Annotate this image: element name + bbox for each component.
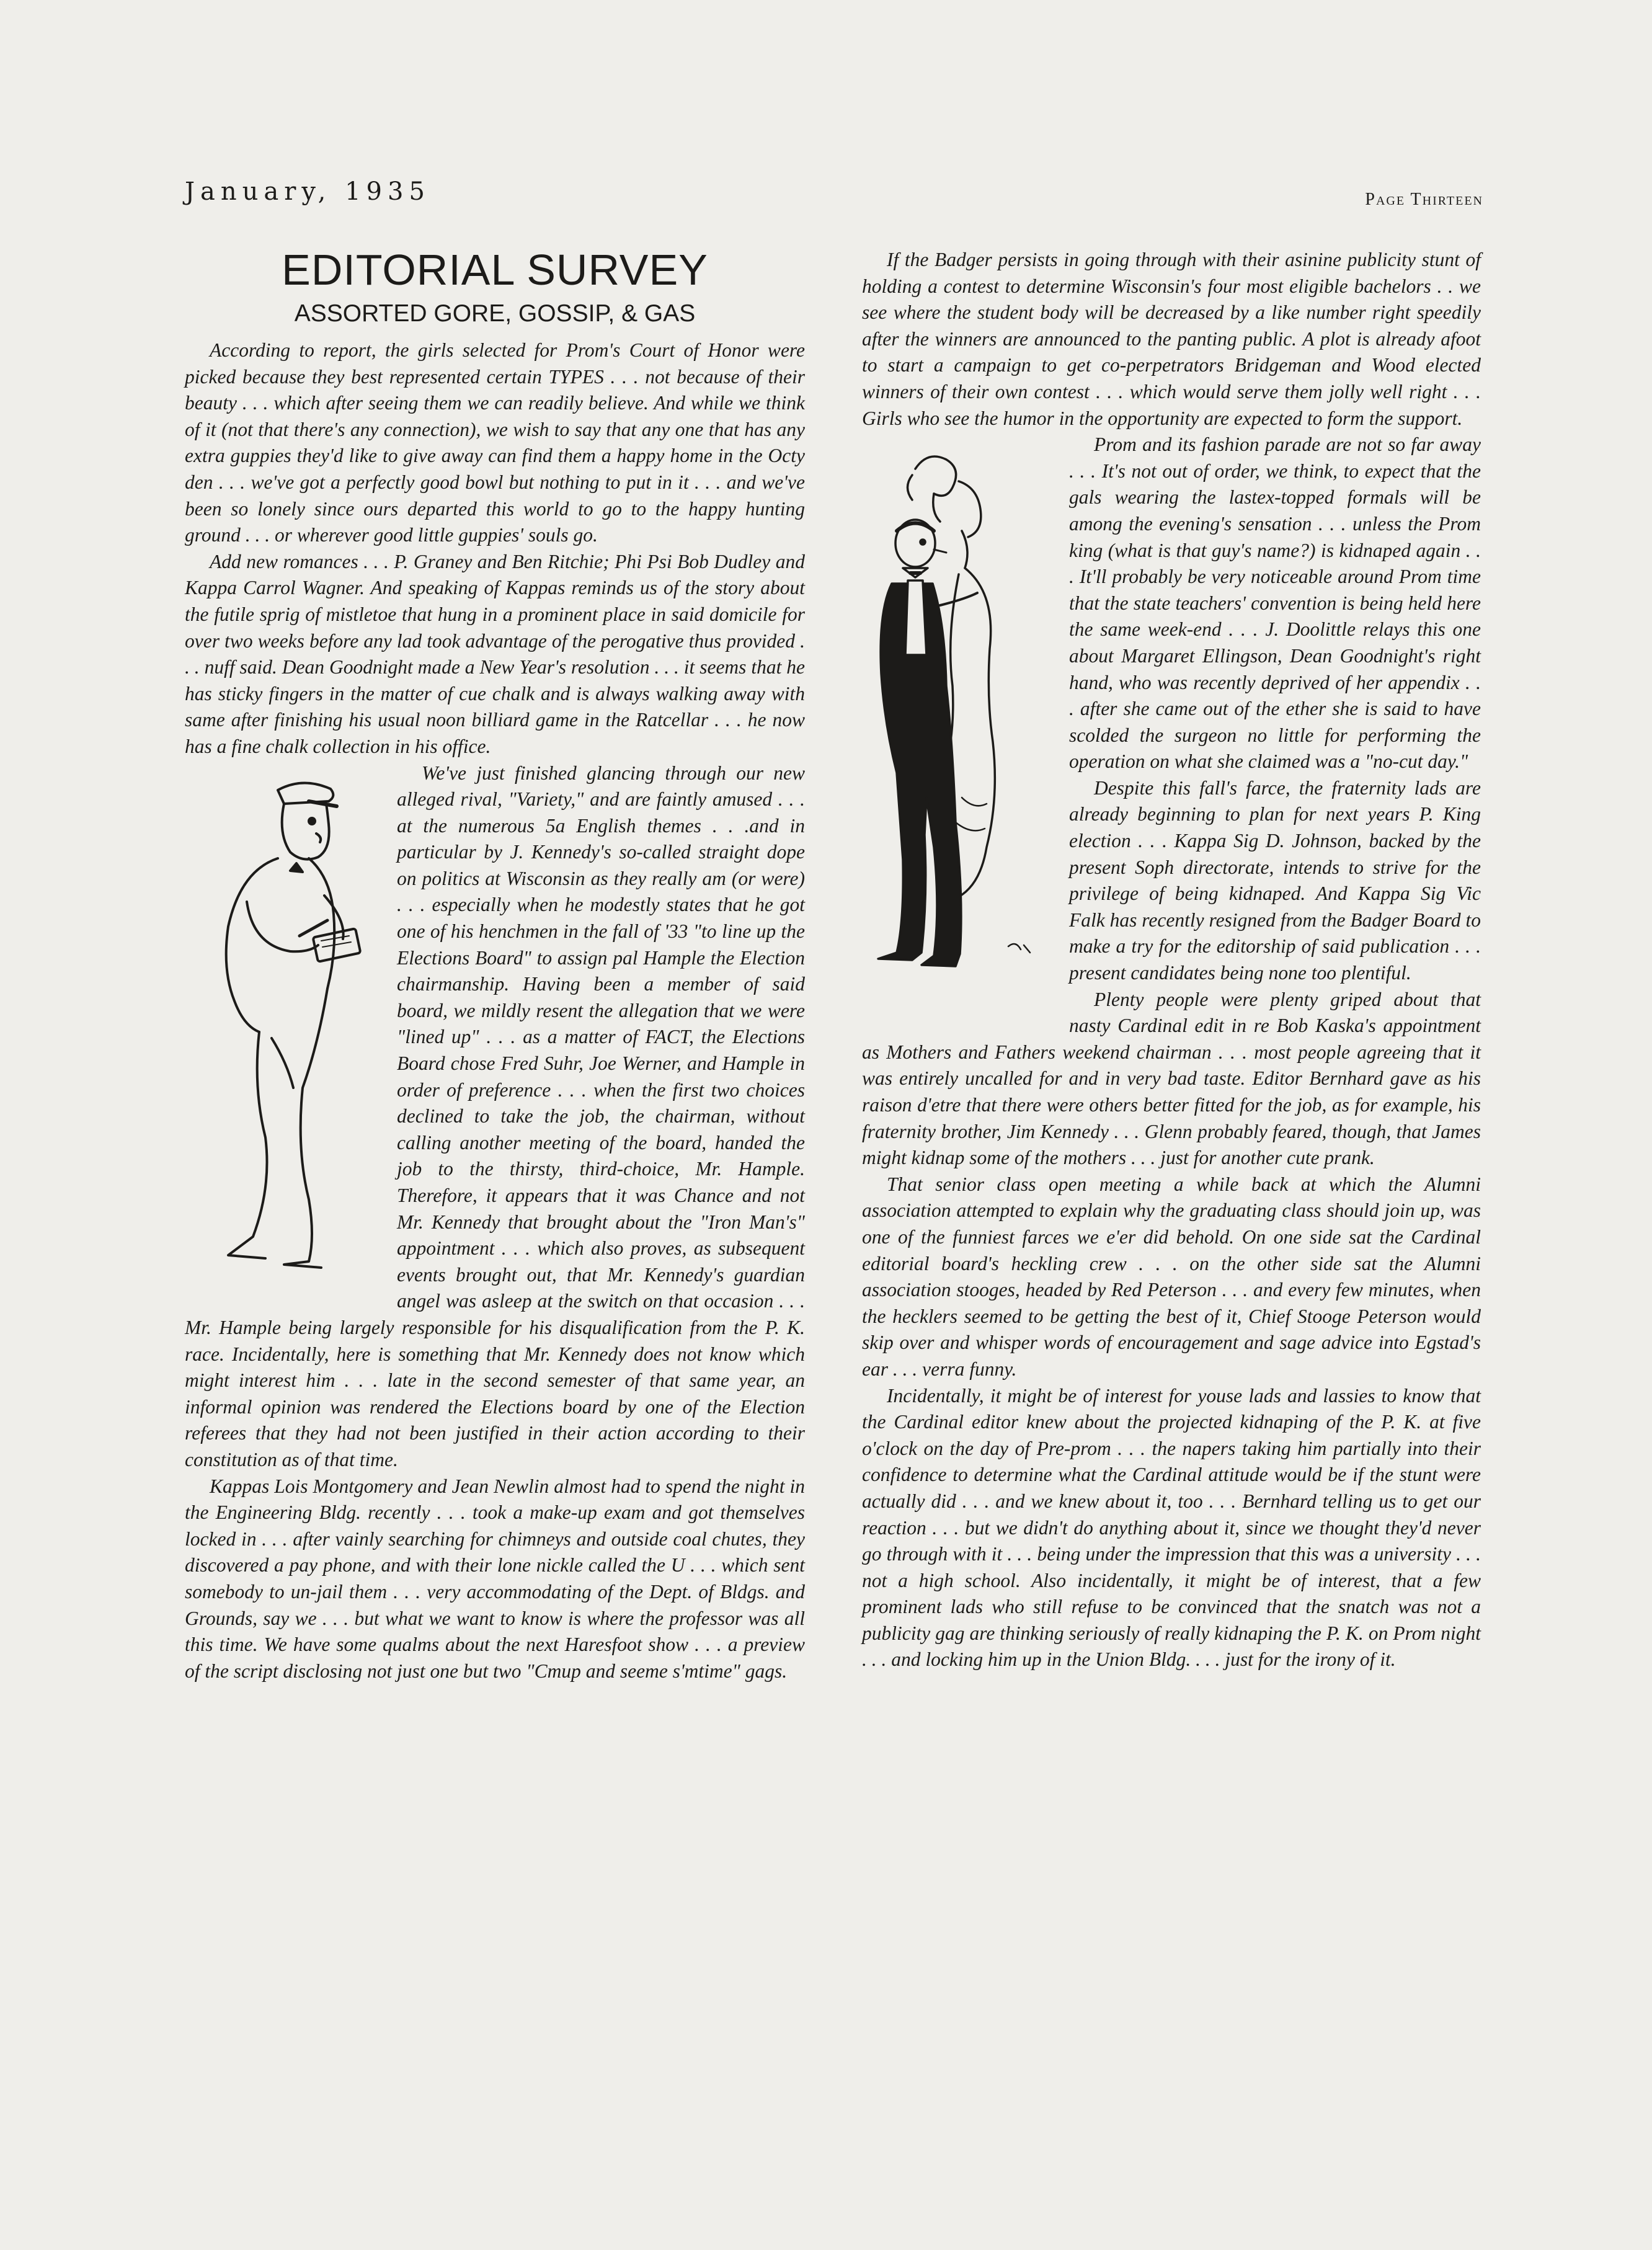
paragraph: According to report, the girls selected for Prom's Court of Honor were picked because they best represented certain TYPES . . . not because of their beauty . . . which after seeing them we can readily believe. And while we think of it (not that there's any connection), we wish to say that any one that has any extra guppies they'd like to give away can find them a happy home in the Octy den . . . we've got a perfectly good bowl but nothing to put in it . . . and we've been so lonely since ours departed this world to go to the happy hunting ground . . . or wherever good little guppies' souls go. (185, 339, 805, 546)
page-number: Page Thirteen (1365, 190, 1483, 209)
man-with-notepad-illustration (185, 765, 383, 1299)
paragraph: Kappas Lois Montgomery and Jean Newlin almost had to spend the night in the Engineering Bldg. recently . . . took a make-up exam and got themselves locked in . . . after vainly searching for chimneys and outside coal chutes, they discovered a pay phone, and with their lone nickle called the U . . . which sent somebody to un-jail them . . . very accommodating of the Dept. of Bldgs. and Grounds, say we . . . but what we want to know is where the professor was all this time. We have some qualms about the next Haresfoot show . . . a preview of the script disclosing not just one but two "Cmup and seeme s'mtime" gags. (185, 1475, 805, 1682)
article-title: EDITORIAL SURVEY (282, 246, 708, 294)
left-column (185, 242, 805, 1684)
paragraph: Add new romances . . . P. Graney and Ben Ritchie; Phi Psi Bob Dudley and Kappa Carrol Wagner. And speaking of Kappas reminds us of the story about the futile sprig of mistletoe that hung in a prominent place in said domicile for over two weeks before any lad took advantage of the perogative thus provided . . . nuff said. Dean Goodnight made a New Year's resolution . . . it seems that he has sticky fingers in the matter of cue chalk and is always walking away with same after finishing his usual noon billiard game in the Ratcellar . . . he now has a fine chalk collection in his office. (185, 550, 805, 757)
paragraph: Plenty people were plenty griped about that nasty Cardinal edit in re Bob Kaska's appointment as Mothers and Fathers weekend chairman . . . most people agreeing that it was entirely uncalled for and in very bad taste. Editor Bernhard gave as his raison d'etre that there were others better fitted for the job, as for example, his fraternity brother, Jim Kennedy . . . Glenn probably feared, though, that James might kidnap some of the mothers . . . just for another cute prank. (862, 988, 1481, 1169)
paragraph: Incidentally, it might be of interest for youse lads and lassies to know that the Cardinal editor knew about the projected kidnaping of the P. K. at five o'clock on the day of Pre-prom . . . the napers taking him partially into their confidence to determine what the Cardinal attitude would be if the stunt were actually did . . . and we knew about it, too . . . Bernhard telling us to get our reaction . . . but we didn't do anything about it, since we thought they'd never go through with it . . . being under the impression that this was a university . . . not a high school. Also incidentally, it might be of interest, that a few prominent lads who still refuse to be convinced that the snatch was not a publicity gag are thinking seriously of really kidnaping the P. K. on Prom night . . . and locking him up in the Union Bldg. . . . just for the irony of it. (862, 1384, 1481, 1671)
paragraph: If the Badger persists in going through with their asinine publicity stunt of holding a contest to determine Wisconsin's four most eligible bachelors . . we see where the student body will be decreased by a like number right speedily after the winners are announced to the panting public. A plot is already afoot to start a campaign to get co-perpetrators Bridgeman and Wood elected winners of their own contest . . . which would serve them jolly well right . . . Girls who see the humor in the opportunity are expected to form the support. (862, 249, 1481, 429)
paragraph: We've just finished glancing through our new alleged rival, "Variety," and are faintly amused . . . at the numerous 5a English themes . . .and in particular by J. Kennedy's so-called straight dope on politics at Wisconsin as they really am (or were) . . . especially when he modestly states that he got one of his henchmen in the fall of '33 "to line up the Elections Board" to assign pal Hample the Election chairmanship. Having been a member of said board, we mildly resent the allegation that we were "lined up" . . . as a matter of FACT, the Elections Board chose Fred Suhr, Joe Werner, and Hample in order of preference . . . when the first two choices declined to take the job, the chairman, without calling another meeting of the board, handed the job to the thirsty, third-choice, Mr. Hample. Therefore, it appears that it was Chance and not Mr. Kennedy that brought about the "Iron Man's" appointment . . . which also proves, as subsequent events brought out, that Mr. Kennedy's guardian angel was asleep at the switch on that occasion . . . Mr. Hample being largely responsible for his disqualification from the P. K. race. Incidentally, here is something that Mr. Kennedy does not know which might interest him . . . late in the second semester of that same year, an informal opinion was rendered the Elections board by one of the Election referees that they had not been justified in their action according to their constitution as of that time. (185, 762, 805, 1470)
paragraph: That senior class open meeting a while back at which the Alumni association attempted to explain why the graduating class should join up, was one of the funniest farces we e'er did behold. On one side sat the Cardinal editorial board's heckling crew . . . on the other side sat the Alumni association stooges, headed by Red Peterson . . . and every few minutes, when the hecklers seemed to be getting the best of it, Chief Stooge Peterson would skip over and whisper words of encouragement and sage advice into Egstad's ear . . . verra funny. (862, 1173, 1481, 1380)
paragraph: Despite this fall's farce, the fraternity lads are already beginning to plan for next years P. King election . . . Kappa Sig D. Johnson, backed by the present Soph directorate, intends to strive for the privilege of being kidnaped. And Kappa Sig Vic Falk has recently resigned from the Badger Board to make a try for the editorship of said publication . . . present candidates being none too plentiful. (1069, 776, 1481, 984)
article-subtitle: ASSORTED GORE, GOSSIP, & GAS (294, 300, 696, 327)
paragraph: Prom and its fashion parade are not so far away . . . It's not out of order, we think, to expect that the gals wearing the lastex-topped formals will be among the evening's sensation . . . unless the Prom king (what is that guy's name?) is kidnaped again . . . It'll probably be very noticeable around Prom time that the state teachers' convention is being held here the same week-end . . . J. Doolittle relays this one about Margaret Ellingson, Dean Goodnight's right hand, who was recently deprived of her appendix . . . after she came out of the ether she is said to have scolded the surgeon no little for performing the operation on what she claimed was a "no-cut day." (1069, 434, 1481, 773)
couple-dancing-illustration (853, 450, 1058, 1021)
right-column (862, 247, 1481, 1673)
issue-date: January, 1935 (185, 177, 430, 206)
